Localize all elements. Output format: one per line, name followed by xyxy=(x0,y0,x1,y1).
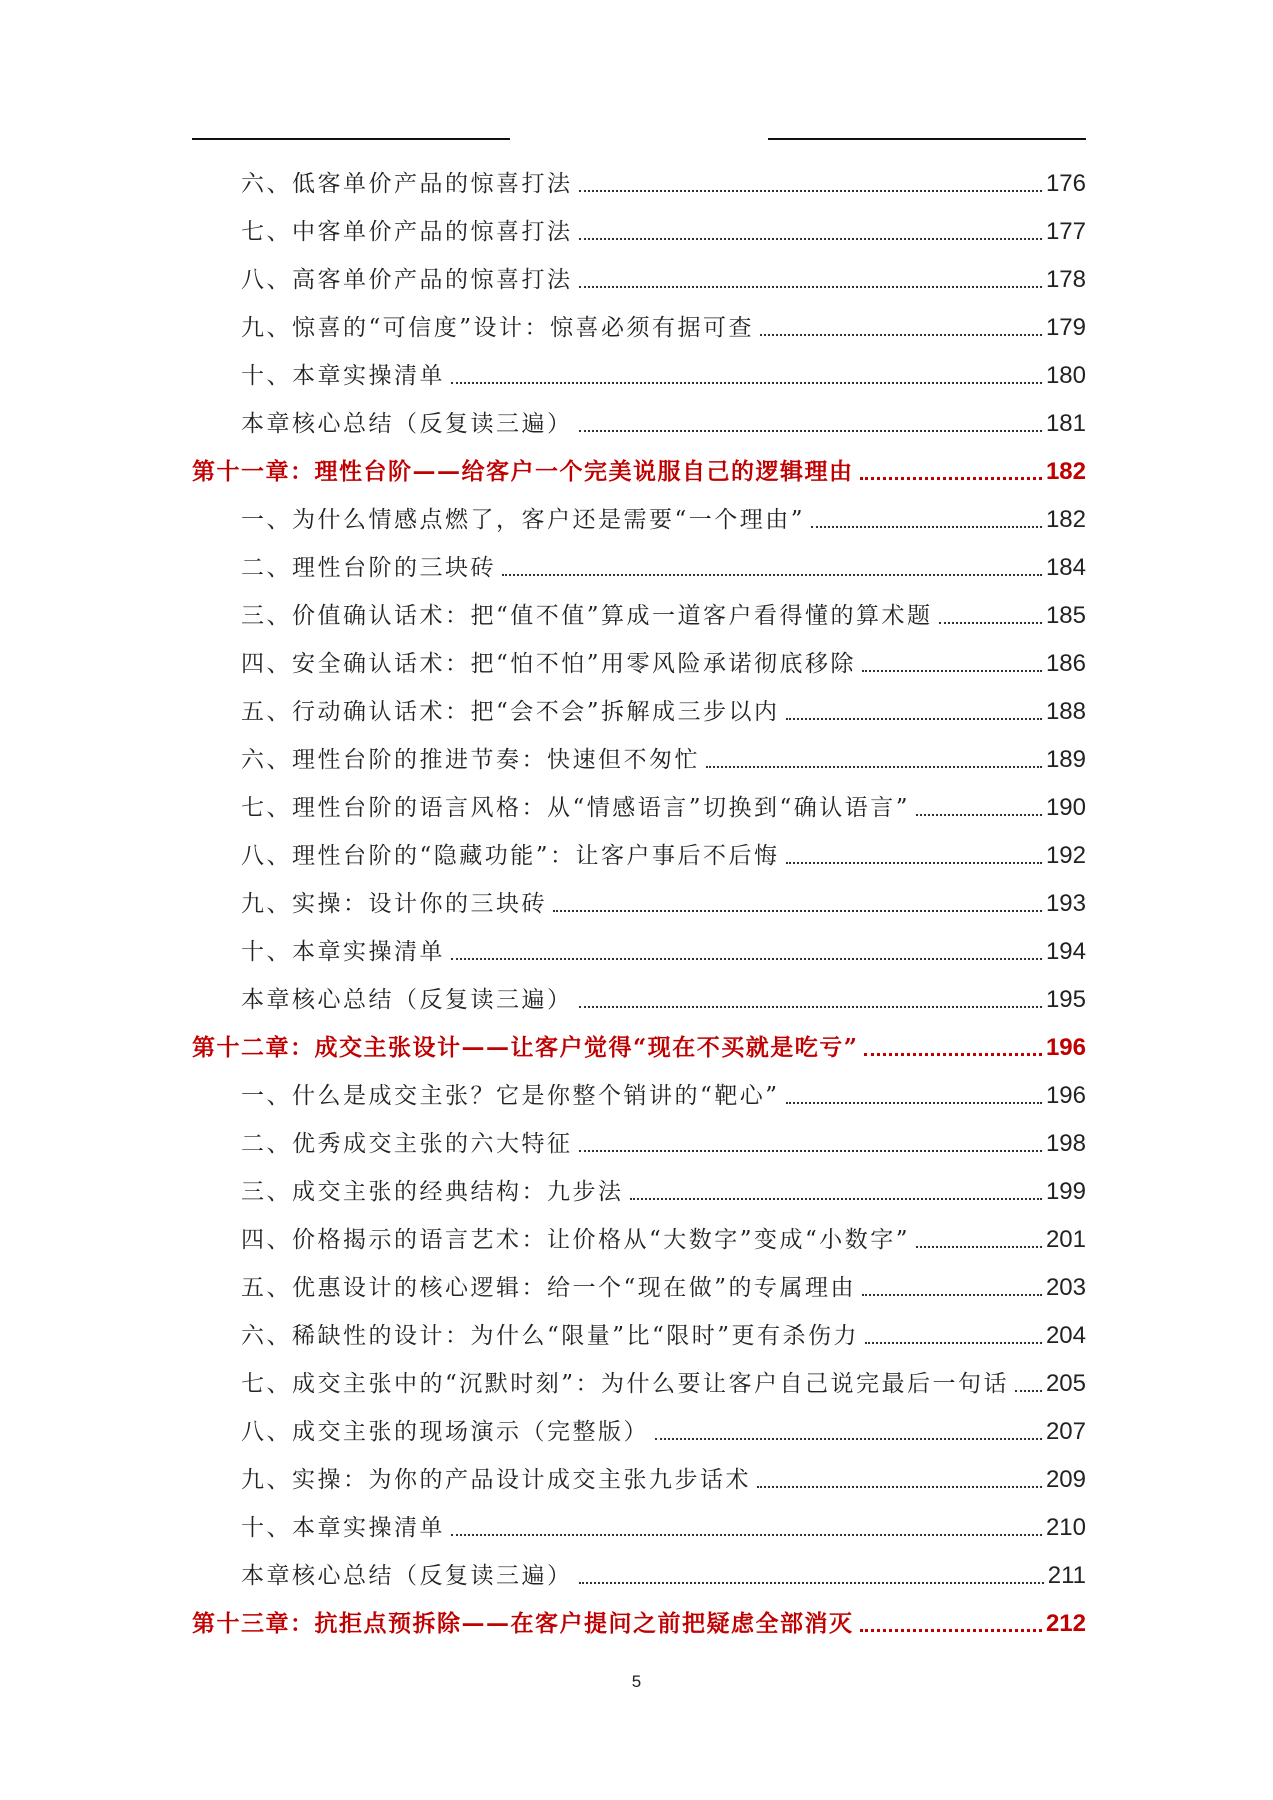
toc-dot-leader xyxy=(757,1486,1042,1488)
toc-entry-page: 204 xyxy=(1045,1322,1086,1349)
toc-section-entry[interactable] xyxy=(192,249,1086,297)
toc-section-entry[interactable] xyxy=(192,1497,1086,1545)
toc-dot-leader xyxy=(860,477,1042,480)
toc-dot-leader xyxy=(451,958,1042,960)
toc-dot-leader xyxy=(760,334,1042,336)
toc-entry-title: 第十三章：抗拒点预拆除——在客户提问之前把疑虑全部消灭 xyxy=(192,1610,854,1637)
toc-section-entry[interactable] xyxy=(192,537,1086,585)
toc-dot-leader xyxy=(786,1102,1042,1104)
toc-entry-title: 八、成交主张的现场演示（完整版） xyxy=(241,1419,649,1445)
toc-entry-title: 一、为什么情感点燃了，客户还是需要“一个理由” xyxy=(241,507,806,533)
toc-entry-page: 212 xyxy=(1045,1610,1086,1637)
toc-entry-title: 十、本章实操清单 xyxy=(241,1515,445,1541)
toc-section-entry[interactable] xyxy=(192,585,1086,633)
toc-dot-leader xyxy=(939,622,1042,624)
toc-entry-page: 196 xyxy=(1045,1034,1086,1061)
toc-dot-leader xyxy=(1015,1390,1042,1392)
toc-section-entry[interactable] xyxy=(192,633,1086,681)
toc-dot-leader xyxy=(864,1053,1041,1056)
toc-entry-title: 九、实操：设计你的三块砖 xyxy=(241,891,547,917)
toc-section-entry[interactable] xyxy=(192,489,1086,537)
toc-section-entry[interactable] xyxy=(192,825,1086,873)
toc-dot-leader xyxy=(655,1438,1042,1440)
toc-section-entry[interactable] xyxy=(192,1113,1086,1161)
toc-dot-leader xyxy=(579,190,1042,192)
toc-entry-title: 七、成交主张中的“沉默时刻”：为什么要让客户自己说完最后一句话 xyxy=(241,1371,1010,1397)
toc-entry-page: 192 xyxy=(1045,842,1086,869)
toc-entry-title: 四、安全确认话术：把“怕不怕”用零风险承诺彻底移除 xyxy=(241,651,857,677)
toc-section-entry[interactable] xyxy=(192,1209,1086,1257)
toc-entry-title: 八、高客单价产品的惊喜打法 xyxy=(241,267,573,293)
toc-entry-title: 二、优秀成交主张的六大特征 xyxy=(241,1131,573,1157)
toc-dot-leader xyxy=(630,1198,1042,1200)
toc-entry-page: 194 xyxy=(1045,938,1086,965)
toc-dot-leader xyxy=(786,862,1042,864)
toc-section-entry[interactable] xyxy=(192,921,1086,969)
toc-entry-page: 203 xyxy=(1045,1274,1086,1301)
page-number: 5 xyxy=(631,1672,642,1691)
toc-section-entry[interactable] xyxy=(192,777,1086,825)
toc-section-entry[interactable] xyxy=(192,153,1086,201)
toc-dot-leader xyxy=(579,430,1042,432)
toc-entry-page: 182 xyxy=(1045,458,1086,485)
toc-section-entry[interactable] xyxy=(192,345,1086,393)
toc-entry-title: 本章核心总结（反复读三遍） xyxy=(241,1563,573,1589)
toc-entry-page: 179 xyxy=(1045,314,1086,341)
toc-dot-leader xyxy=(502,574,1042,576)
toc-chapter-entry[interactable] xyxy=(192,441,1086,489)
toc-dot-leader xyxy=(916,814,1042,816)
toc-section-entry[interactable] xyxy=(192,729,1086,777)
toc-entry-page: 190 xyxy=(1045,794,1086,821)
toc-entry-title: 七、中客单价产品的惊喜打法 xyxy=(241,219,573,245)
toc-entry-page: 209 xyxy=(1045,1466,1086,1493)
toc-dot-leader xyxy=(451,382,1042,384)
toc-entry-page: 207 xyxy=(1045,1418,1086,1445)
toc-entry-title: 九、惊喜的“可信度”设计：惊喜必须有据可查 xyxy=(241,315,755,341)
toc-entry-title: 第十二章：成交主张设计——让客户觉得“现在不买就是吃亏” xyxy=(192,1034,859,1061)
toc-entry-page: 176 xyxy=(1045,170,1086,197)
toc-dot-leader xyxy=(706,766,1042,768)
toc-entry-title: 本章核心总结（反复读三遍） xyxy=(241,987,573,1013)
toc-entry-title: 八、理性台阶的“隐藏功能”：让客户事后不后悔 xyxy=(241,843,780,869)
toc-chapter-entry[interactable] xyxy=(192,1017,1086,1065)
header-rule-right xyxy=(768,138,1086,140)
toc-entry-page: 193 xyxy=(1045,890,1086,917)
header-rule-left xyxy=(192,138,510,140)
table-of-contents xyxy=(192,153,1086,1641)
toc-entry-page: 189 xyxy=(1045,746,1086,773)
toc-section-entry[interactable] xyxy=(192,297,1086,345)
toc-dot-leader xyxy=(579,1150,1042,1152)
toc-entry-title: 四、价格揭示的语言艺术：让价格从“大数字”变成“小数字” xyxy=(241,1227,911,1253)
toc-entry-title: 第十一章：理性台阶——给客户一个完美说服自己的逻辑理由 xyxy=(192,458,854,485)
toc-section-entry[interactable] xyxy=(192,969,1086,1017)
toc-entry-title: 六、理性台阶的推进节奏：快速但不匆忙 xyxy=(241,747,700,773)
toc-entry-page: 182 xyxy=(1045,506,1086,533)
toc-dot-leader xyxy=(579,1582,1044,1584)
toc-entry-title: 六、低客单价产品的惊喜打法 xyxy=(241,171,573,197)
toc-section-entry[interactable] xyxy=(192,1401,1086,1449)
toc-entry-page: 205 xyxy=(1045,1370,1086,1397)
toc-entry-title: 十、本章实操清单 xyxy=(241,363,445,389)
toc-entry-title: 六、稀缺性的设计：为什么“限量”比“限时”更有杀伤力 xyxy=(241,1323,860,1349)
toc-section-entry[interactable] xyxy=(192,1257,1086,1305)
toc-section-entry[interactable] xyxy=(192,1305,1086,1353)
toc-entry-page: 184 xyxy=(1045,554,1086,581)
toc-section-entry[interactable] xyxy=(192,1545,1086,1593)
toc-entry-page: 181 xyxy=(1045,410,1086,437)
toc-dot-leader xyxy=(916,1246,1042,1248)
toc-dot-leader xyxy=(860,1629,1042,1632)
toc-dot-leader xyxy=(862,1294,1042,1296)
toc-dot-leader xyxy=(579,1006,1042,1008)
toc-section-entry[interactable] xyxy=(192,393,1086,441)
toc-entry-title: 三、成交主张的经典结构：九步法 xyxy=(241,1179,624,1205)
toc-entry-title: 九、实操：为你的产品设计成交主张九步话术 xyxy=(241,1467,751,1493)
toc-section-entry[interactable] xyxy=(192,681,1086,729)
toc-section-entry[interactable] xyxy=(192,873,1086,921)
toc-chapter-entry[interactable] xyxy=(192,1593,1086,1641)
toc-entry-page: 196 xyxy=(1045,1082,1086,1109)
toc-dot-leader xyxy=(862,670,1042,672)
toc-entry-page: 186 xyxy=(1045,650,1086,677)
toc-entry-page: 210 xyxy=(1045,1514,1086,1541)
toc-entry-page: 195 xyxy=(1045,986,1086,1013)
toc-section-entry[interactable] xyxy=(192,1449,1086,1497)
toc-section-entry[interactable] xyxy=(192,201,1086,249)
toc-entry-page: 198 xyxy=(1045,1130,1086,1157)
toc-entry-title: 五、优惠设计的核心逻辑：给一个“现在做”的专属理由 xyxy=(241,1275,857,1301)
toc-section-entry[interactable] xyxy=(192,1065,1086,1113)
toc-entry-title: 七、理性台阶的语言风格：从“情感语言”切换到“确认语言” xyxy=(241,795,911,821)
toc-dot-leader xyxy=(786,718,1042,720)
toc-entry-page: 201 xyxy=(1045,1226,1086,1253)
toc-entry-page: 177 xyxy=(1045,218,1086,245)
toc-section-entry[interactable] xyxy=(192,1353,1086,1401)
toc-entry-title: 五、行动确认话术：把“会不会”拆解成三步以内 xyxy=(241,699,780,725)
toc-entry-page: 188 xyxy=(1045,698,1086,725)
toc-entry-title: 本章核心总结（反复读三遍） xyxy=(241,411,573,437)
toc-dot-leader xyxy=(865,1342,1042,1344)
toc-entry-title: 十、本章实操清单 xyxy=(241,939,445,965)
toc-entry-title: 一、什么是成交主张？它是你整个销讲的“靶心” xyxy=(241,1083,780,1109)
toc-entry-page: 178 xyxy=(1045,266,1086,293)
toc-dot-leader xyxy=(553,910,1042,912)
toc-dot-leader xyxy=(579,286,1042,288)
toc-entry-page: 199 xyxy=(1045,1178,1086,1205)
toc-dot-leader xyxy=(811,526,1042,528)
toc-dot-leader xyxy=(579,238,1042,240)
toc-dot-leader xyxy=(451,1534,1042,1536)
toc-entry-title: 三、价值确认话术：把“值不值”算成一道客户看得懂的算术题 xyxy=(241,603,933,629)
toc-entry-page: 180 xyxy=(1045,362,1086,389)
toc-entry-page: 185 xyxy=(1045,602,1086,629)
toc-section-entry[interactable] xyxy=(192,1161,1086,1209)
toc-entry-page: 211 xyxy=(1047,1562,1086,1589)
toc-entry-title: 二、理性台阶的三块砖 xyxy=(241,555,496,581)
